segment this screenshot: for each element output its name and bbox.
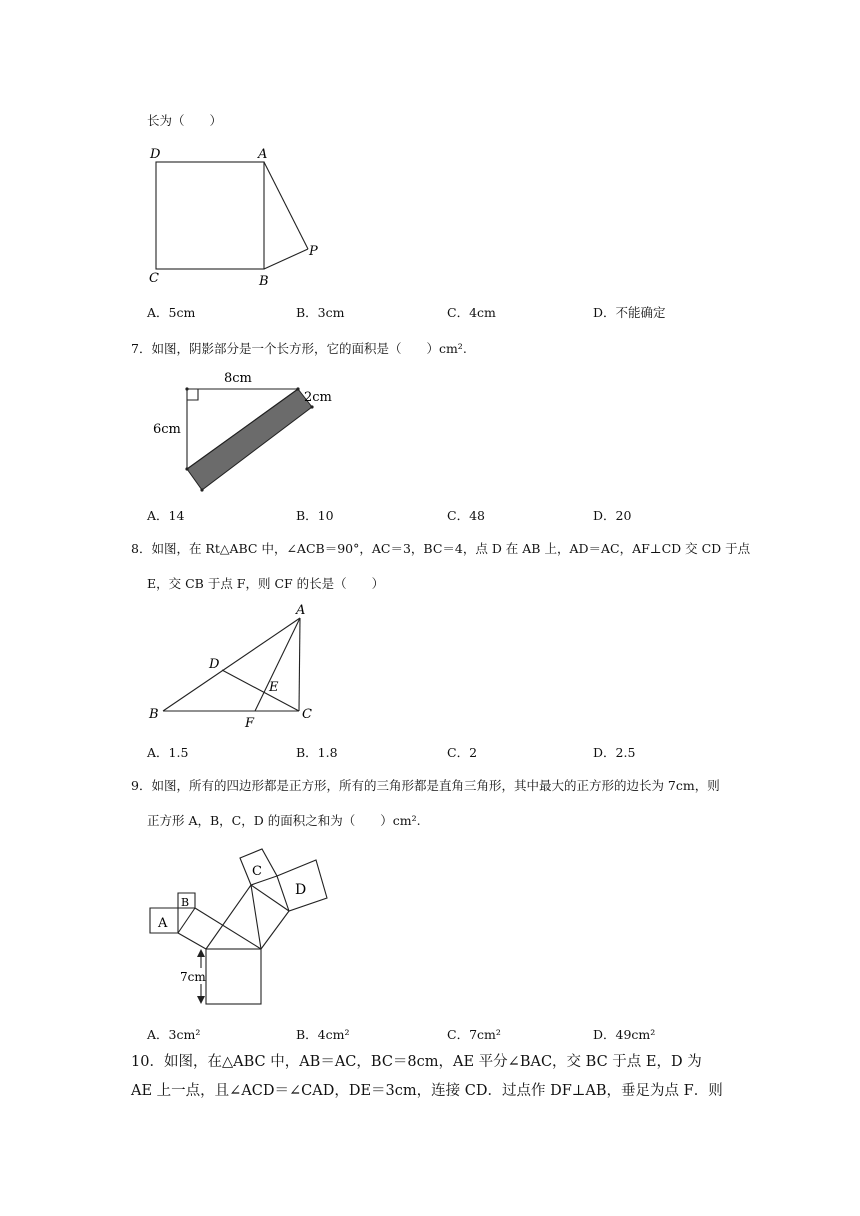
q9-lower-right-link [261, 911, 289, 949]
q9-option-d: D．49cm² [593, 1027, 656, 1042]
q8-stem-line1: 8．如图，在 Rt△ABC 中，∠ACB＝90°，AC＝3，BC＝4，点 D 在 AB 上，AD＝AC，AF⊥CD 交 CD 于点 [131, 541, 751, 556]
q9-label-length: 7cm [180, 970, 206, 984]
q9-option-b: B．4cm² [296, 1027, 350, 1042]
q9-option-c: C．7cm² [447, 1027, 501, 1042]
q8-label-d: D [209, 657, 220, 672]
q7-label-top: 8cm [224, 371, 252, 386]
q6-label-d: D [150, 147, 161, 162]
q8-label-c: C [302, 707, 312, 722]
q8-label-f: F [245, 716, 255, 731]
q6-label-b: B [259, 274, 269, 289]
q8-label-a: A [296, 603, 306, 618]
q10-stem-line1: 10．如图，在△ABC 中，AB＝AC，BC＝8cm，AE 平分∠BAC，交 BC 于点 E，D 为 [131, 1054, 702, 1070]
q9-long-link [195, 908, 261, 949]
q8-stem-line2: E，交 CB 于点 F，则 CF 的长是（ ） [147, 576, 385, 591]
q6-stem-tail: 长为（ ） [147, 113, 223, 128]
q9-label-d: D [295, 882, 307, 898]
q6-label-p: P [309, 244, 318, 259]
q9-right-leg [251, 885, 261, 949]
q6-option-d: D．不能确定 [593, 305, 666, 320]
q9-stem-line1: 9．如图，所有的四边形都是正方形，所有的三角形都是直角三角形，其中最大的正方形的边长为 7cm，则 [131, 778, 720, 793]
q9-option-a: A．3cm² [147, 1027, 201, 1042]
q9-arrow-up-icon [197, 949, 205, 957]
q9-stem-line2: 正方形 A，B，C，D 的面积之和为（ ）cm². [147, 813, 421, 828]
q9-largest-square [206, 949, 261, 1004]
q6-label-c: C [149, 271, 159, 286]
q8-option-b: B．1.8 [296, 745, 338, 760]
q7-option-d: D．20 [593, 508, 632, 523]
q9-arrow-down-icon [197, 996, 205, 1004]
q6-option-a: A．5cm [147, 305, 196, 320]
q6-option-c: C．4cm [447, 305, 496, 320]
q7-option-c: C．48 [447, 508, 485, 523]
q9-label-a: A [158, 916, 168, 931]
q8-label-b: B [149, 707, 159, 722]
q6-option-b: B．3cm [296, 305, 345, 320]
q9-left-leg [206, 885, 251, 949]
q9-label-c: C [252, 864, 262, 879]
q7-label-left: 6cm [153, 422, 181, 437]
q9-small-leg [178, 908, 195, 933]
q7-label-right: 2cm [304, 390, 332, 405]
q7-stem: 7．如图，阴影部分是一个长方形，它的面积是（ ）cm². [131, 341, 467, 356]
q9-lower-left-link [178, 933, 206, 949]
q7-option-b: B．10 [296, 508, 334, 523]
q6-label-a: A [258, 147, 268, 162]
q9-upper-right-link [251, 885, 289, 911]
q8-option-a: A．1.5 [147, 745, 189, 760]
q8-label-e: E [269, 680, 279, 695]
q8-option-d: D．2.5 [593, 745, 636, 760]
q7-option-a: A．14 [147, 508, 185, 523]
q9-label-b: B [181, 896, 190, 909]
q10-stem-line2: AE 上一点，且∠ACD＝∠CAD，DE＝3cm，连接 CD．过点作 DF⊥AB，垂足为点 F．则 [131, 1083, 723, 1099]
q8-option-c: C．2 [447, 745, 478, 760]
